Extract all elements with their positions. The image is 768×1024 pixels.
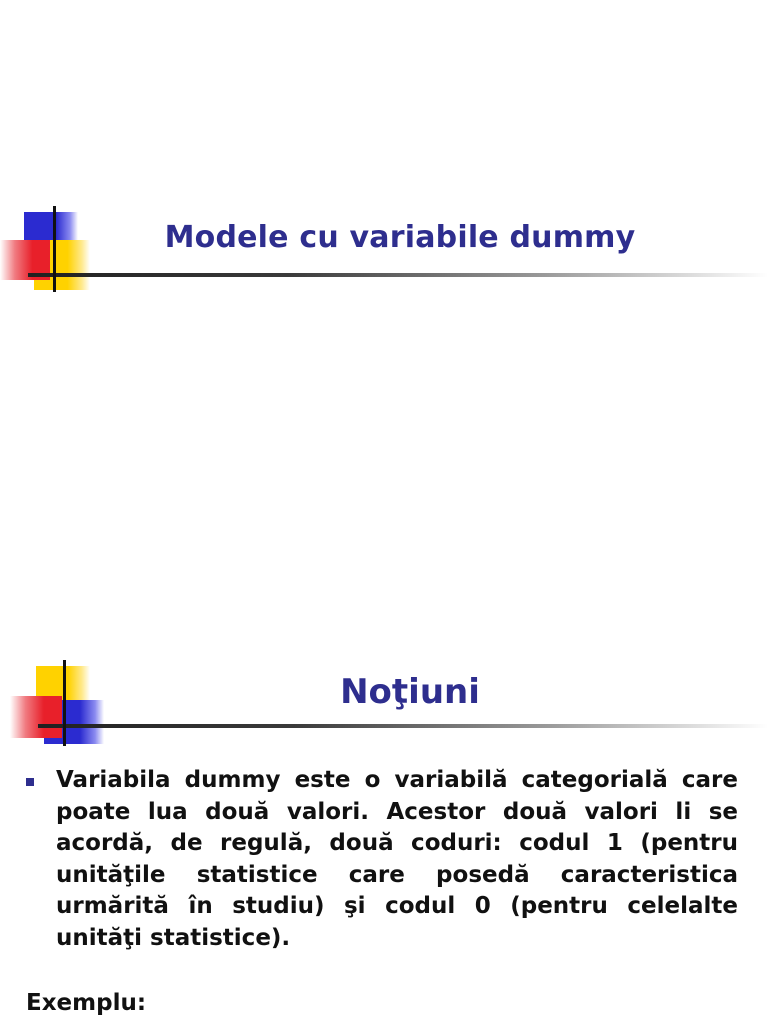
slide-2 (0, 610, 768, 1024)
bullet-item (26, 765, 738, 954)
slide-title: Noţiuni (340, 672, 480, 712)
slide-title: Modele cu variabile dummy (164, 220, 636, 255)
title-underline (38, 724, 768, 728)
title-underline (28, 273, 768, 277)
example-label: Exemplu: (26, 990, 147, 1016)
bullet-text: Variabila dummy este o variabilă categorială care poate lua două valori. Acestor două valori li se acordă, de regulă, două coduri: codul 1 (pentru unităţile statistice care posedă caracteristica urmărită în studiu) şi codul 0 (pentru celelalte unităţi statistice). (56, 767, 738, 951)
square-bullet-icon (26, 778, 34, 786)
